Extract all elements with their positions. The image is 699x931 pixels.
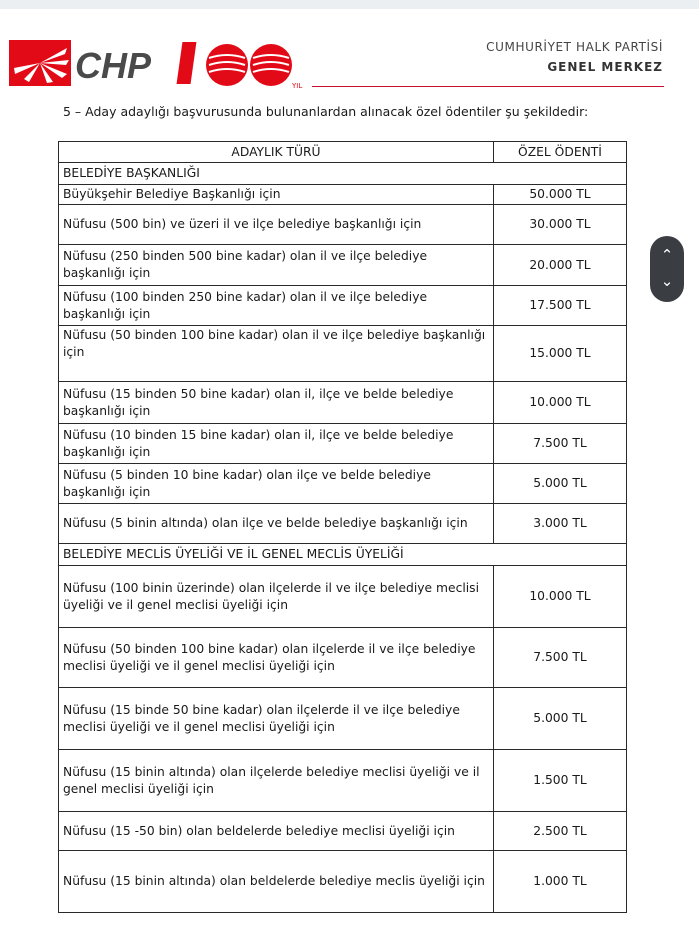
row-type: Nüfusu (15 -50 bin) olan beldelerde belediye meclisi üyeliği için [59,812,494,851]
page-nav-control[interactable] [650,236,684,302]
row-type: Nüfusu (5 binden 10 bine kadar) olan ilçe ve belde belediye başkanlığı için [59,464,494,504]
row-fee: 5.000 TL [494,464,627,504]
col-header-type: ADAYLIK TÜRÜ [59,142,494,163]
row-type: Nüfusu (10 binden 15 bine kadar) olan il, ilçe ve belde belediye başkanlığı için [59,424,494,464]
row-type: Nüfusu (5 binin altında) olan ilçe ve belde belediye başkanlığı için [59,504,494,544]
row-type: Nüfusu (100 binden 250 bine kadar) olan il ve ilçe belediye başkanlığı için [59,286,494,326]
header-rule [312,86,664,87]
table-row [59,382,627,424]
organization-header [486,40,663,74]
table-row [59,504,627,544]
row-type: Nüfusu (50 binden 100 bine kadar) olan il ve ilçe belediye başkanlığı için [59,326,494,382]
row-type: Nüfusu (500 bin) ve üzeri il ve ilçe belediye başkanlığı için [59,205,494,245]
table-row [59,185,627,205]
row-fee: 2.500 TL [494,812,627,851]
table-row [59,464,627,504]
org-unit: GENEL MERKEZ [547,60,663,74]
table-row [59,424,627,464]
chp-100-logo [9,38,309,90]
table-row [59,851,627,913]
row-type: Nüfusu (250 binden 500 bine kadar) olan il ve ilçe belediye başkanlığı için [59,245,494,286]
chevron-up-icon[interactable]: ⌃ [660,246,674,264]
table-row [59,566,627,628]
row-fee: 10.000 TL [494,566,627,628]
row-fee: 30.000 TL [494,205,627,245]
row-type: Nüfusu (50 binden 100 bine kadar) olan ilçelerde il ve ilçe belediye meclisi üyeliği ve il genel meclisi üyeliği için [59,628,494,688]
logo-chp-text: CHP [75,45,152,86]
section-row-council [59,544,627,566]
table-row [59,286,627,326]
table-row [59,812,627,851]
row-type: Nüfusu (15 binin altında) olan ilçelerde belediye meclisi üyeliği ve il genel meclisi üyeliği için [59,750,494,812]
row-type: Nüfusu (100 binin üzerinde) olan ilçelerde il ve ilçe belediye meclisi üyeliği ve il genel meclisi üyeliği için [59,566,494,628]
section-title: BELEDİYE MECLİS ÜYELİĞİ VE İL GENEL MECLİS ÜYELİĞİ [59,544,627,566]
row-fee: 50.000 TL [494,185,627,205]
table-row [59,750,627,812]
row-fee: 20.000 TL [494,245,627,286]
row-fee: 10.000 TL [494,382,627,424]
intro-text: 5 – Aday adaylığı başvurusunda bulunanlardan alınacak özel ödentiler şu şekildedir: [63,104,589,119]
top-bar [0,0,699,9]
row-fee: 7.500 TL [494,628,627,688]
col-header-fee: ÖZEL ÖDENTİ [494,142,627,163]
row-fee: 1.500 TL [494,750,627,812]
row-fee: 5.000 TL [494,688,627,750]
section-title: BELEDİYE BAŞKANLIĞI [59,163,627,185]
table-header-row [59,142,627,163]
table-row [59,245,627,286]
row-fee: 1.000 TL [494,851,627,913]
row-fee: 15.000 TL [494,326,627,382]
row-fee: 17.500 TL [494,286,627,326]
chevron-down-icon[interactable]: ⌄ [660,272,674,290]
table-row [59,326,627,382]
fee-table [58,141,627,913]
row-type: Büyükşehir Belediye Başkanlığı için [59,185,494,205]
table-row [59,688,627,750]
row-fee: 7.500 TL [494,424,627,464]
logo-suffix: YIL [292,82,303,90]
org-name: CUMHURİYET HALK PARTİSİ [486,40,663,54]
row-type: Nüfusu (15 binin altında) olan beldelerde belediye meclis üyeliği için [59,851,494,913]
row-type: Nüfusu (15 binde 50 bine kadar) olan ilçelerde il ve ilçe belediye meclisi üyeliği ve il genel meclisi üyeliği için [59,688,494,750]
table-row [59,205,627,245]
row-fee: 3.000 TL [494,504,627,544]
section-row-mayor [59,163,627,185]
row-type: Nüfusu (15 binden 50 bine kadar) olan il, ilçe ve belde belediye başkanlığı için [59,382,494,424]
table-row [59,628,627,688]
